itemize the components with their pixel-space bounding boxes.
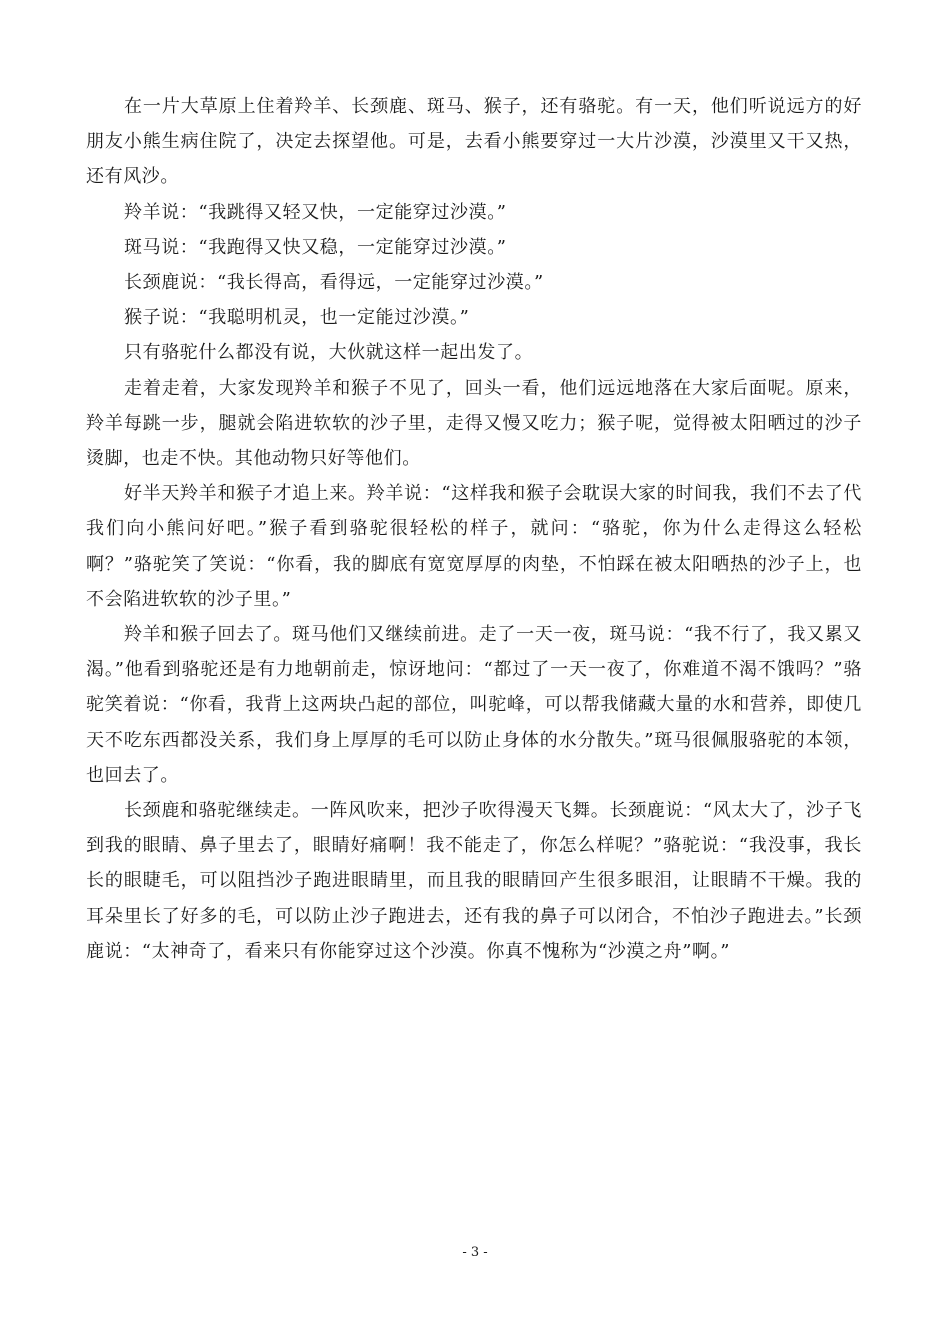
paragraph-antelope-speech: 羚羊说：“我跳得又轻又快，一定能穿过沙漠。” [124, 201, 507, 223]
paragraph-falling-behind: 走着走着，大家发现羚羊和猴子不见了，回头一看，他们远远地落在大家后面呢。原来，羚羊每跳一步，腿就会陷进软软的沙子里，走得又慢又吃力；猴子呢，觉得被太阳晒过的沙子烫脚，也走不快。其他动物只好等他们。 [86, 377, 862, 470]
paragraph-monkey-speech: 猴子说：“我聪明机灵，也一定能过沙漠。” [124, 307, 470, 329]
document-body [86, 89, 862, 969]
paragraph-camel-feet: 好半天羚羊和猴子才追上来。羚羊说：“这样我和猴子会耽误大家的时间我，我们不去了代我们向小熊问好吧。”猴子看到骆驼很轻松的样子，就问：“骆驼，你为什么走得这么轻松啊？”骆驼笑了笑说：“你看，我的脚底有宽宽厚厚的肉垫，不怕踩在被太阳晒热的沙子上，也不会陷进软软的沙子里。” [86, 483, 862, 610]
paragraph-zebra-speech: 斑马说：“我跑得又快又稳，一定能穿过沙漠。” [124, 236, 507, 258]
paragraph-departure: 只有骆驼什么都没有说，大伙就这样一起出发了。 [124, 342, 534, 364]
paragraph-sandstorm: 长颈鹿和骆驼继续走。一阵风吹来，把沙子吹得漫天飞舞。长颈鹿说：“风太大了，沙子飞到我的眼睛、鼻子里去了，眼睛好痛啊！我不能走了，你怎么样呢？”骆驼说：“我没事，我长长的眼睫毛，可以阻挡沙子跑进眼睛里，而且我的眼睛回产生很多眼泪，让眼睛不干燥。我的耳朵里长了好多的毛，可以防止沙子跑进去，还有我的鼻子可以闭合，不怕沙子跑进去。”长颈鹿说：“太神奇了，看来只有你能穿过这个沙漠。你真不愧称为“沙漠之舟”啊。” [86, 800, 862, 962]
paragraph-camel-hump: 羚羊和猴子回去了。斑马他们又继续前进。走了一天一夜，斑马说：“我不行了，我又累又渴。”他看到骆驼还是有力地朝前走，惊讶地问：“都过了一天一夜了，你难道不渴不饿吗？”骆驼笑着说：“你看，我背上这两块凸起的部位，叫驼峰，可以帮我储藏大量的水和营养，即使几天不吃东西都没关系，我们身上厚厚的毛可以防止身体的水分散失。”斑马很佩服骆驼的本领，也回去了。 [86, 624, 862, 786]
page-number: - 3 - [462, 1245, 488, 1260]
paragraph-giraffe-speech: 长颈鹿说：“我长得高，看得远，一定能穿过沙漠。” [124, 272, 544, 294]
paragraph-intro: 在一片大草原上住着羚羊、长颈鹿、斑马、猴子，还有骆驼。有一天，他们听说远方的好朋友小熊生病住院了，决定去探望他。可是，去看小熊要穿过一大片沙漠，沙漠里又干又热，还有风沙。 [86, 96, 862, 188]
